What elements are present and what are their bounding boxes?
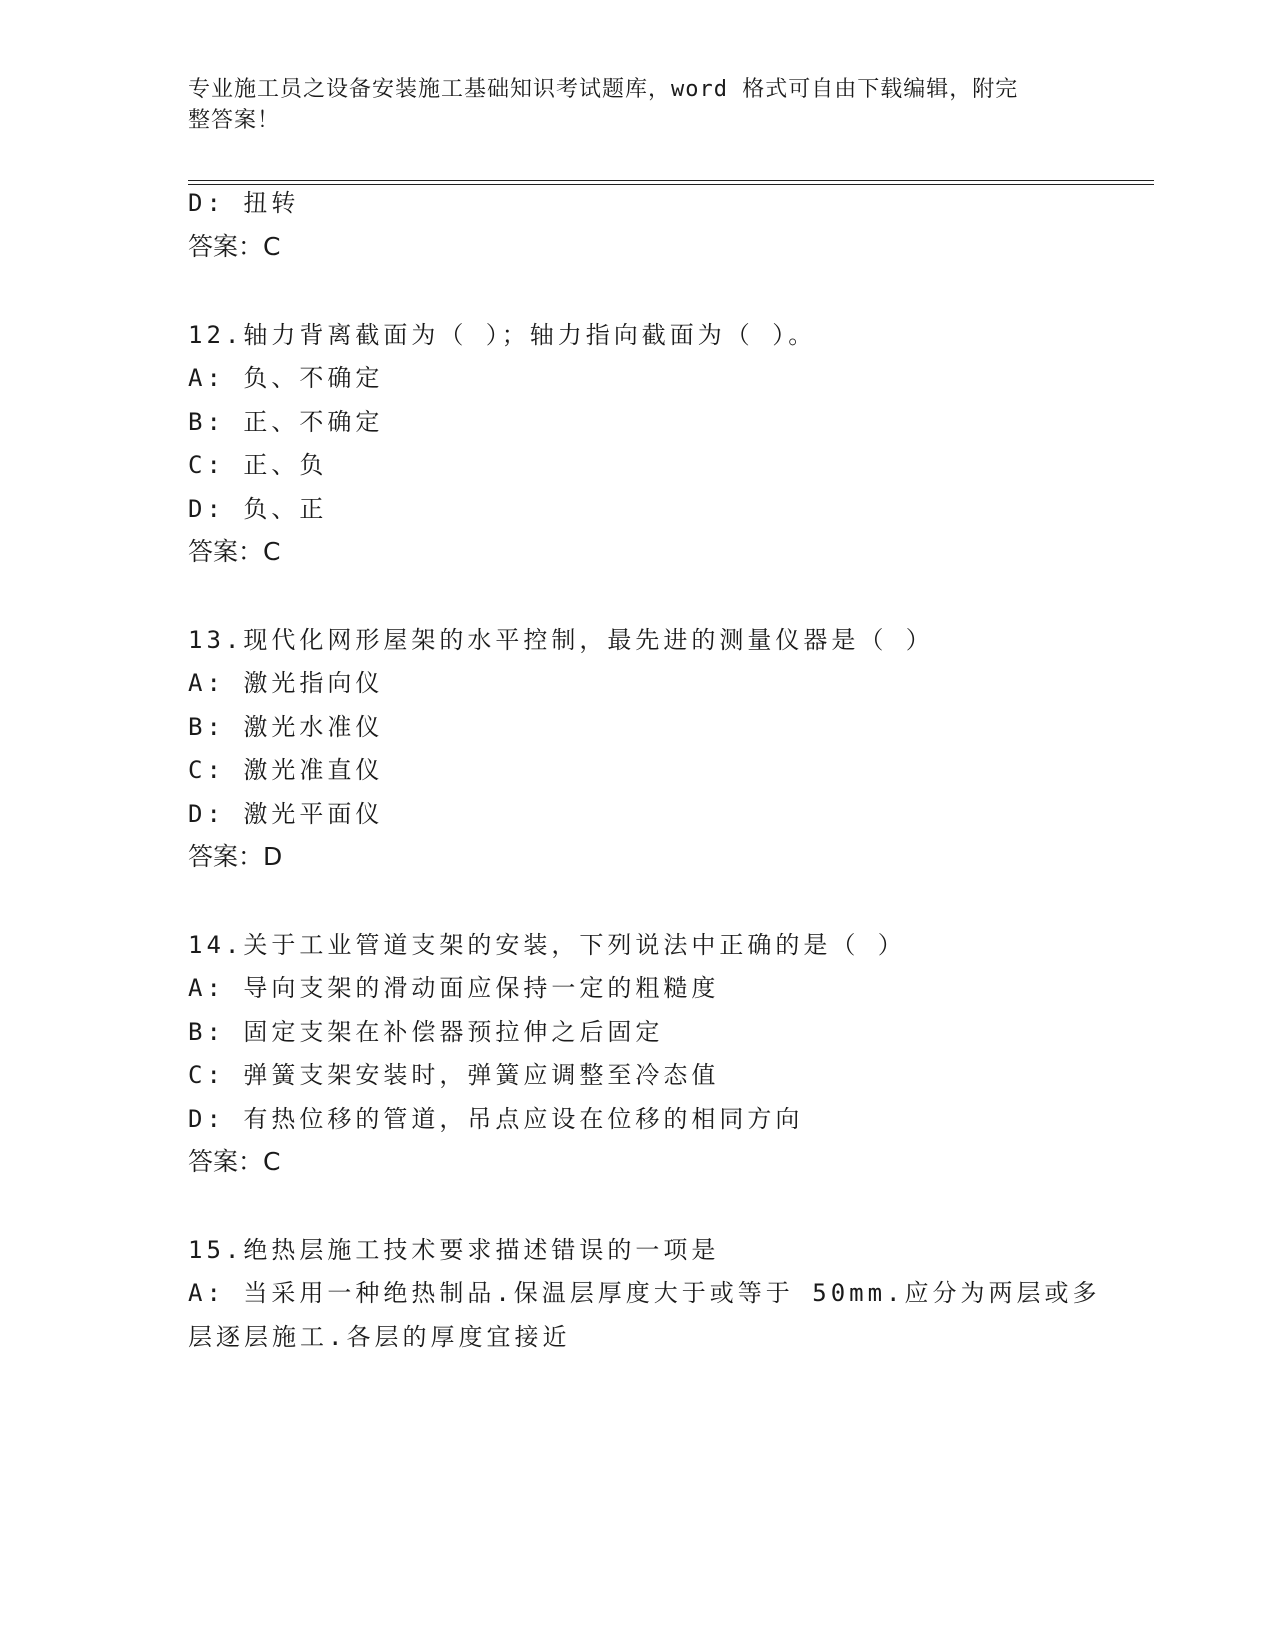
q15-question: 15.绝热层施工技术要求描述错误的一项是 <box>188 1236 720 1264</box>
q14-option-d: D: 有热位移的管道，吊点应设在位移的相同方向 <box>188 1105 804 1133</box>
q11-answer: 答案：C <box>188 232 281 261</box>
q14-option-c: C: 弹簧支架安装时，弹簧应调整至冷态值 <box>188 1061 720 1089</box>
q12-option-b: B: 正、不确定 <box>188 408 384 436</box>
q13-option-d: D: 激光平面仪 <box>188 800 384 828</box>
q14-question: 14.关于工业管道支架的安装，下列说法中正确的是（ ） <box>188 931 906 959</box>
q14-option-a: A: 导向支架的滑动面应保持一定的粗糙度 <box>188 974 720 1002</box>
q12-question: 12.轴力背离截面为（ ）；轴力指向截面为（ ）。 <box>188 321 817 349</box>
q14-option-b: B: 固定支架在补偿器预拉伸之后固定 <box>188 1018 664 1046</box>
q15-option-a-line-1: A: 当采用一种绝热制品.保温层厚度大于或等于 50mm.应分为两层或多 <box>188 1279 1101 1307</box>
q15-option-a-line-2: 层逐层施工.各层的厚度宜接近 <box>188 1323 571 1351</box>
q13-answer: 答案：D <box>188 842 283 871</box>
q13-option-b: B: 激光水准仪 <box>188 713 384 741</box>
q13-option-c: C: 激光准直仪 <box>188 756 384 784</box>
header-divider-bottom <box>188 184 1154 185</box>
q13-option-a: A: 激光指向仪 <box>188 669 384 697</box>
header-line-2: 整答案！ <box>188 108 281 133</box>
header-line-1: 专业施工员之设备安装施工基础知识考试题库，word 格式可自由下载编辑，附完 <box>188 77 1019 102</box>
q11-option-d: D: 扭转 <box>188 189 300 217</box>
q12-option-d: D: 负、正 <box>188 495 328 523</box>
header-divider-top <box>188 180 1154 181</box>
q12-option-a: A: 负、不确定 <box>188 364 384 392</box>
q13-question: 13.现代化网形屋架的水平控制，最先进的测量仪器是（ ） <box>188 626 934 654</box>
q12-option-c: C: 正、负 <box>188 451 328 479</box>
q14-answer: 答案：C <box>188 1147 281 1176</box>
document-header <box>188 74 1088 136</box>
q12-answer: 答案：C <box>188 537 281 566</box>
